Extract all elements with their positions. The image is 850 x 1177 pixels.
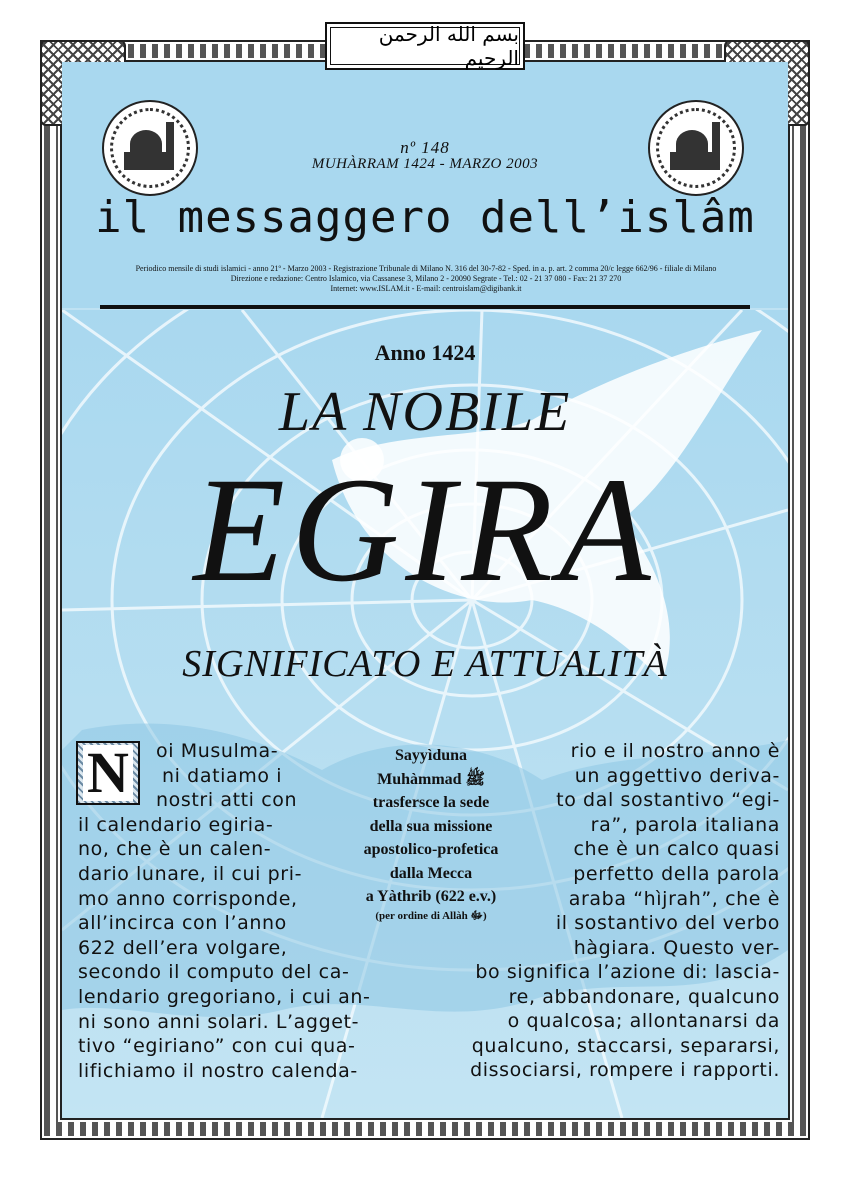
caption-note: (per ordine di Allàh ﷻ) (375, 909, 487, 922)
article-line: bo significa l’azione di: lascia- (475, 961, 780, 983)
article-line: araba “hìjrah”, che è (568, 887, 780, 910)
article-line: il sostantivo del verbo (555, 912, 780, 935)
article-line: 622 dell’era volgare, (78, 936, 288, 959)
article-line: dario lunare, il cui pri- (78, 862, 303, 885)
cover-title-line1: LA NOBILE (278, 381, 572, 443)
article-line: un aggettivo deriva- (574, 764, 780, 787)
article-line: tivo “egiriano” con cui qua- (78, 1035, 356, 1058)
issue-number: nº 148 (400, 138, 450, 157)
article-line: nostri atti con (156, 789, 298, 812)
article-line: o qualcosa; allontanarsi da (507, 1010, 780, 1033)
caption-line: apostolico-profetica (363, 841, 499, 858)
registration-info (96, 264, 756, 294)
article-line: perfetto della parola (573, 862, 780, 885)
article-line: mo anno corrisponde, (78, 887, 298, 910)
article-line: secondo il computo del ca- (78, 961, 350, 984)
contact-line: Internet: www.ISLAM.it - E-mail: centroislam@digibank.it (330, 284, 522, 293)
article-column-1 (78, 739, 370, 1083)
issue-date: MUHÀRRAM 1424 - MARZO 2003 (311, 156, 539, 172)
mosque-logo-right (648, 100, 744, 196)
article-line: all’incirca con l’anno (78, 912, 287, 935)
drop-cap-letter: N (83, 745, 133, 801)
caption-line: a Yàthrib (622 e.v.) (365, 888, 497, 905)
article-line: lendario gregoriano, i cui an- (78, 985, 371, 1008)
article-line: lifichiamo il nostro calenda- (78, 1059, 358, 1082)
article-caption (336, 744, 526, 923)
bismillah-text: بسم الله الرحمن الرحيم (330, 27, 520, 65)
caption-line: trasfersce la sede (372, 794, 490, 811)
caption-line: Muhàmmad ﷺ (377, 770, 485, 788)
address-line: Direzione e redazione: Centro Islamico, via Cassanese 3, Milano 2 - 20090 Segrate - Tel.: 02 - 21 37 080 - Fax: 21 37 270 (230, 274, 622, 283)
article-line: che è un calco quasi (573, 838, 780, 861)
header-rule (100, 305, 750, 309)
cover-year: Anno 1424 (374, 340, 476, 365)
article-line: ni sono anni solari. L’agget- (78, 1010, 360, 1033)
bismillah-plate (325, 22, 525, 70)
article-line: rio e il nostro anno è (570, 740, 780, 762)
article-line: oi Musulma- (156, 740, 279, 762)
caption-line: dalla Mecca (389, 864, 473, 882)
article-line: re, abbandonare, qualcuno (508, 985, 780, 1008)
article-line: dissociarsi, rompere i rapporti. (470, 1059, 780, 1082)
article-column-2 (530, 739, 780, 960)
masthead-title: il messaggero dell’islâm (95, 192, 755, 243)
registration-line: Periodico mensile di studi islamici - anno 21º - Marzo 2003 - Registrazione Tribunale di Milano N. 316 del 30-7-82 - Sped. in a. p. art. 2 comma 20/c legge 662/96 - filiale di Milano (135, 264, 717, 273)
caption-line: della sua missione (369, 817, 493, 835)
caption-line: Sayyìduna (394, 747, 468, 764)
mosque-logo-left (102, 100, 198, 196)
article-line: ni datiamo i (162, 764, 283, 787)
cover-title-line2: EGIRA (193, 447, 657, 613)
article-line: ra”, parola italiana (590, 813, 780, 836)
article-column-2-wide (428, 960, 780, 1083)
article-line: no, che è un calen- (78, 838, 272, 861)
article-line: to dal sostantivo “egi- (556, 789, 780, 812)
article-line: hàgiara. Questo ver- (573, 936, 780, 959)
article-line: qualcuno, staccarsi, separarsi, (471, 1034, 780, 1057)
cover-subtitle: SIGNIFICATO E ATTUALITÀ (182, 643, 668, 685)
article-line: il calendario egiria- (78, 813, 274, 836)
